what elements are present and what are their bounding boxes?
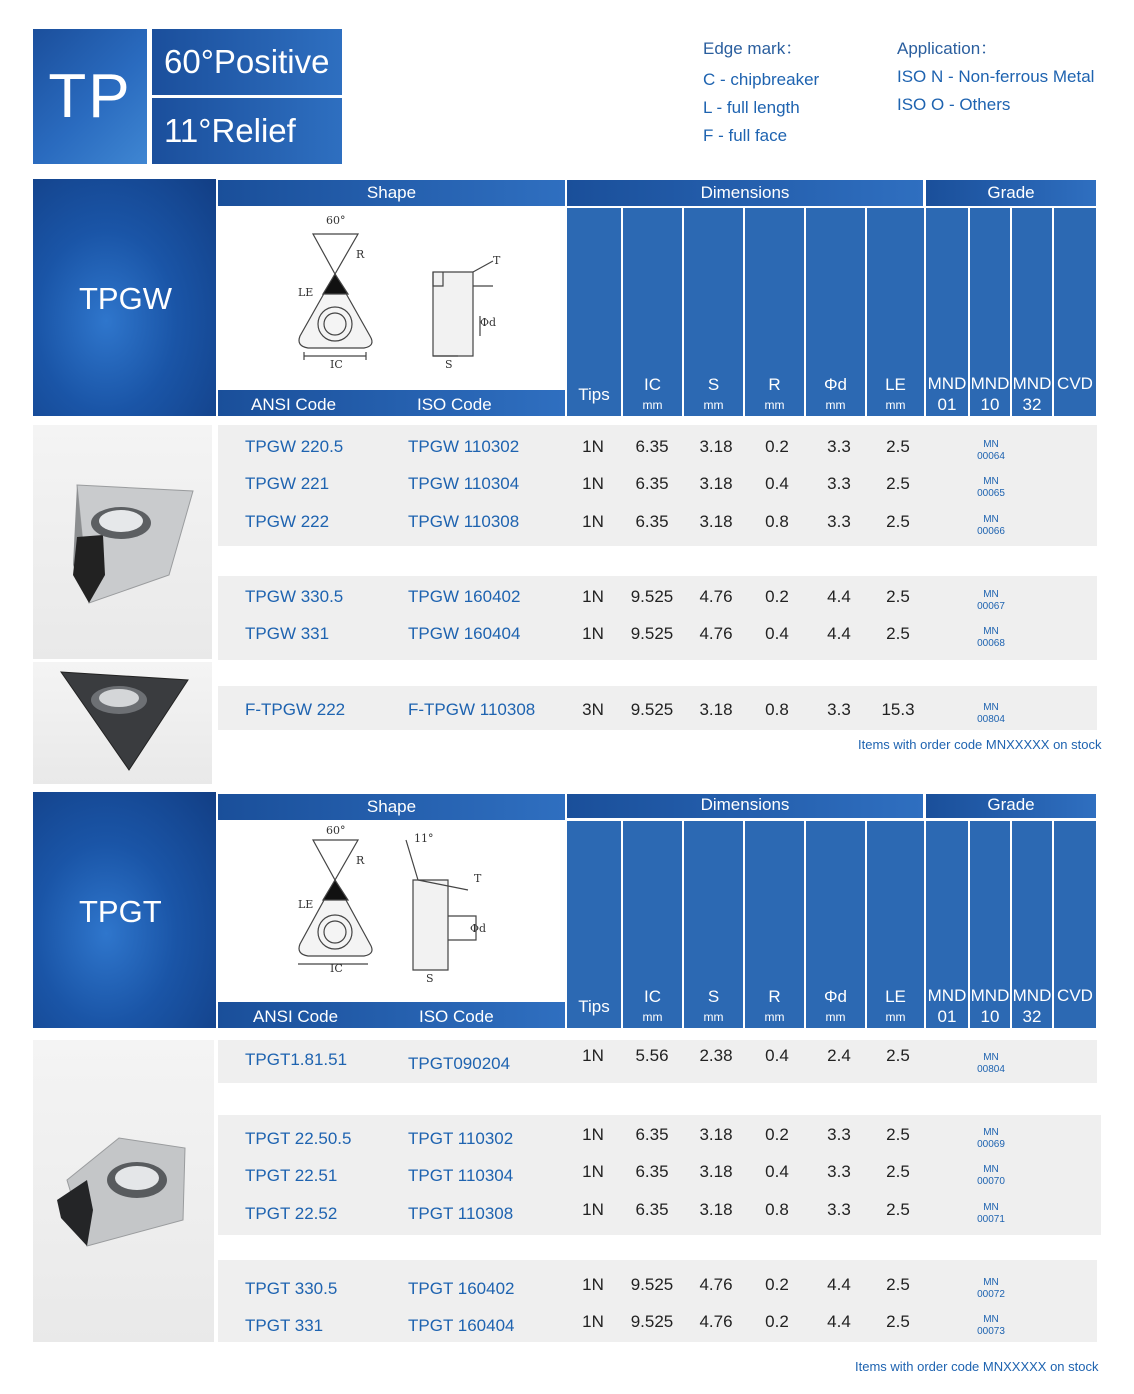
- col-mnd32: MND 32: [1012, 208, 1052, 416]
- dim-ic: 5.56: [635, 1046, 669, 1065]
- dim-r: 0.2: [765, 1312, 789, 1331]
- svg-text:11°: 11°: [414, 832, 434, 845]
- dim-r: 0.2: [765, 587, 789, 606]
- grade-order-code: 00070: [977, 1176, 1005, 1187]
- dim-ic: 9.525: [630, 624, 674, 643]
- col-cvd: CVD: [1054, 821, 1096, 1028]
- col-mnd10: MND 10: [970, 208, 1010, 416]
- grade-prefix: MN: [983, 626, 999, 637]
- dim-ic: 9.525: [630, 1275, 674, 1294]
- dim-le: 2.5: [886, 624, 910, 643]
- dim-le: 2.5: [886, 1046, 910, 1065]
- dim-r: 0.4: [765, 624, 789, 643]
- dim-tips: 1N: [582, 1125, 604, 1144]
- dim-r: 0.2: [765, 437, 789, 456]
- grade-order-code: 00067: [977, 601, 1005, 612]
- edge-mark-title: Edge mark：: [703, 39, 803, 58]
- dim-tips: 1N: [582, 512, 604, 531]
- dim-tips: 1N: [582, 624, 604, 643]
- dim-tips: 1N: [582, 587, 604, 606]
- dim-d: 4.4: [827, 624, 851, 643]
- dimensions-header: Dimensions: [567, 180, 923, 206]
- svg-text:R: R: [356, 854, 365, 867]
- dim-tips: 1N: [582, 1162, 604, 1181]
- col-tips: Tips: [567, 821, 621, 1028]
- angle-label: 60°Positive: [152, 29, 342, 95]
- iso-code: TPGW 110302: [408, 437, 520, 456]
- dim-s: 3.18: [699, 1162, 733, 1181]
- ansi-code: TPGW 221: [245, 474, 330, 493]
- grade-order-code: 00066: [977, 526, 1005, 537]
- grade-header: Grade: [926, 180, 1096, 206]
- dim-r: 0.2: [765, 1125, 789, 1144]
- code-header-bar: [218, 1002, 565, 1028]
- shape-header: Shape: [218, 794, 565, 820]
- dim-s: 3.18: [699, 700, 733, 719]
- dim-ic: IC: [330, 358, 343, 371]
- edge-mark-f: F - full face: [703, 126, 788, 145]
- iso-code: TPGW 110304: [408, 474, 520, 493]
- dim-le: 2.5: [886, 1275, 910, 1294]
- col-tips: Tips: [567, 208, 621, 416]
- dim-ic: 9.525: [630, 700, 674, 719]
- ansi-code: F-TPGW 222: [245, 700, 346, 719]
- application-o: ISO O - Others: [897, 95, 1011, 114]
- dim-r: 0.8: [765, 700, 789, 719]
- grade-prefix: MN: [983, 702, 999, 713]
- dimensions-header: Dimensions: [567, 794, 923, 818]
- iso-code: TPGT090204: [408, 1054, 511, 1073]
- dim-le: 2.5: [886, 1312, 910, 1331]
- dim-ic: 9.525: [630, 1312, 674, 1331]
- relief-label: 11°Relief: [152, 98, 342, 164]
- dim-d: 4.4: [827, 587, 851, 606]
- dim-d: 3.3: [827, 700, 851, 719]
- dim-tips: 3N: [582, 700, 604, 719]
- dim-ic: 6.35: [635, 1125, 669, 1144]
- grade-prefix: MN: [983, 1164, 999, 1175]
- svg-text:LE: LE: [298, 898, 314, 911]
- dim-ic: 6.35: [635, 1200, 669, 1219]
- dim-ic: 6.35: [635, 1162, 669, 1181]
- dim-r: 0.4: [765, 474, 789, 493]
- dim-le: 2.5: [886, 1162, 910, 1181]
- dim-tips: 1N: [582, 1200, 604, 1219]
- grade-prefix: MN: [983, 589, 999, 600]
- ansi-code: TPGT 330.5: [245, 1279, 338, 1298]
- grade-prefix: MN: [983, 439, 999, 450]
- tpgt-technical-drawing: [218, 820, 565, 1002]
- col-ic: IC mm: [623, 821, 682, 1028]
- dim-r: 0.4: [765, 1162, 789, 1181]
- iso-code-header: ISO Code: [417, 395, 492, 414]
- dim-le: 2.5: [886, 587, 910, 606]
- col-d: Φd mm: [806, 821, 865, 1028]
- grade-prefix: MN: [983, 1314, 999, 1325]
- col-d: Φd mm: [806, 208, 865, 416]
- iso-code-header: ISO Code: [419, 1007, 494, 1026]
- ansi-code: TPGT 22.51: [245, 1166, 338, 1185]
- iso-code: TPGT 160404: [408, 1316, 515, 1335]
- dim-tips: 1N: [582, 437, 604, 456]
- ansi-code: TPGW 222: [245, 512, 330, 531]
- col-le: LE mm: [867, 821, 924, 1028]
- edge-mark-l: L - full length: [703, 98, 800, 117]
- dim-ic: 6.35: [635, 437, 669, 456]
- insert-photo-tpgt: [33, 1040, 214, 1342]
- dim-d: 3.3: [827, 1200, 851, 1219]
- dim-r: 0.8: [765, 1200, 789, 1219]
- dim-s: 4.76: [699, 1312, 733, 1331]
- iso-code: TPGW 110308: [408, 512, 520, 531]
- ansi-code: TPGW 220.5: [245, 437, 344, 456]
- dim-d: 4.4: [827, 1275, 851, 1294]
- grade-order-code: 00069: [977, 1139, 1005, 1150]
- dim-le: LE: [298, 286, 314, 299]
- svg-text:Φd: Φd: [470, 922, 487, 935]
- dim-d: Φd: [480, 316, 497, 329]
- shape-drawing-area: [218, 820, 565, 1002]
- section-name: TPGT: [79, 894, 162, 929]
- grade-order-code: 00072: [977, 1289, 1005, 1300]
- series-badge: TP: [33, 29, 147, 164]
- iso-code: TPGT 110308: [408, 1204, 514, 1223]
- dim-le: 15.3: [881, 700, 915, 719]
- grade-prefix: MN: [983, 476, 999, 487]
- code-header-bar: [218, 390, 565, 416]
- shape-header: Shape: [218, 180, 565, 206]
- ansi-code-header: ANSI Code: [251, 395, 337, 414]
- iso-code: F-TPGW 110308: [408, 700, 536, 719]
- col-mnd10: MND 10: [970, 821, 1010, 1028]
- iso-code: TPGW 160404: [408, 624, 521, 643]
- ansi-code-header: ANSI Code: [253, 1007, 339, 1026]
- col-mnd01: MND 01: [926, 821, 968, 1028]
- ansi-code: TPGT1.81.51: [245, 1050, 348, 1069]
- ansi-code: TPGT 22.50.5: [245, 1129, 352, 1148]
- grade-prefix: MN: [983, 514, 999, 525]
- dim-d: 3.3: [827, 1125, 851, 1144]
- dim-s: 3.18: [699, 512, 733, 531]
- dim-d: 3.3: [827, 437, 851, 456]
- iso-code: TPGT 110302: [408, 1129, 514, 1148]
- dim-d: 3.3: [827, 512, 851, 531]
- stock-note-tpgt: Items with order code MNXXXXX on stock: [855, 1359, 1099, 1374]
- ansi-code: TPGW 331: [245, 624, 330, 643]
- ansi-code: TPGT 331: [245, 1316, 324, 1335]
- dim-d: 3.3: [827, 474, 851, 493]
- grade-order-code: 00071: [977, 1214, 1005, 1225]
- grade-order-code: 00804: [977, 714, 1005, 725]
- svg-text:T: T: [474, 872, 482, 885]
- iso-code: TPGT 160402: [408, 1279, 515, 1298]
- dim-le: 2.5: [886, 1125, 910, 1144]
- ansi-code: TPGW 330.5: [245, 587, 344, 606]
- dim-tips: 1N: [582, 1046, 604, 1065]
- dim-le: 2.5: [886, 512, 910, 531]
- insert-photo-tpgw: [33, 425, 212, 659]
- dim-r: 0.8: [765, 512, 789, 531]
- col-cvd: CVD: [1054, 208, 1096, 416]
- dim-d: 3.3: [827, 1162, 851, 1181]
- col-s: S mm: [684, 821, 743, 1028]
- dim-s: S: [445, 358, 453, 371]
- svg-text:S: S: [426, 972, 434, 985]
- dim-d: 2.4: [827, 1046, 851, 1065]
- dim-s: 4.76: [699, 1275, 733, 1294]
- dim-s: 4.76: [699, 587, 733, 606]
- ansi-code: TPGT 22.52: [245, 1204, 338, 1223]
- dim-r: 0.4: [765, 1046, 789, 1065]
- svg-text:IC: IC: [330, 962, 343, 975]
- dim-s: 3.18: [699, 1125, 733, 1144]
- col-s: S mm: [684, 208, 743, 416]
- dim-ic: 9.525: [630, 587, 674, 606]
- svg-text:60°: 60°: [326, 824, 346, 837]
- grade-order-code: 00068: [977, 638, 1005, 649]
- shape-drawing-area: [218, 206, 565, 390]
- grade-prefix: MN: [983, 1127, 999, 1138]
- grade-order-code: 00804: [977, 1064, 1005, 1075]
- dim-le: 2.5: [886, 437, 910, 456]
- col-mnd01: MND 01: [926, 208, 968, 416]
- dim-tips: 1N: [582, 1312, 604, 1331]
- col-le: LE mm: [867, 208, 924, 416]
- iso-code: TPGW 160402: [408, 587, 521, 606]
- grade-prefix: MN: [983, 1052, 999, 1063]
- grade-prefix: MN: [983, 1277, 999, 1288]
- dim-r: 0.2: [765, 1275, 789, 1294]
- dim-s: 3.18: [699, 437, 733, 456]
- dim-s: 3.18: [699, 474, 733, 493]
- dim-s: 2.38: [699, 1046, 733, 1065]
- application-n: ISO N - Non-ferrous Metal: [897, 67, 1095, 86]
- section-name: TPGW: [79, 281, 172, 316]
- col-ic: IC mm: [623, 208, 682, 416]
- dim-ic: 6.35: [635, 474, 669, 493]
- dim-tips: 1N: [582, 1275, 604, 1294]
- dim-s: 4.76: [699, 624, 733, 643]
- section-title-tpgt: [33, 792, 216, 1028]
- tpgw-technical-drawing: [218, 206, 565, 390]
- col-r: R mm: [745, 208, 804, 416]
- dim-angle: 60°: [326, 214, 346, 227]
- stock-note-tpgw: Items with order code MNXXXXX on stock: [858, 737, 1102, 752]
- dim-tips: 1N: [582, 474, 604, 493]
- grade-prefix: MN: [983, 1202, 999, 1213]
- grade-order-code: 00073: [977, 1326, 1005, 1337]
- grade-order-code: 00065: [977, 488, 1005, 499]
- section-title-tpgw: [33, 179, 216, 416]
- dim-le: 2.5: [886, 1200, 910, 1219]
- dim-r: R: [356, 248, 365, 261]
- grade-header: Grade: [926, 794, 1096, 818]
- dim-le: 2.5: [886, 474, 910, 493]
- col-r: R mm: [745, 821, 804, 1028]
- dim-d: 4.4: [827, 1312, 851, 1331]
- col-mnd32: MND 32: [1012, 821, 1052, 1028]
- application-title: Application：: [897, 39, 998, 58]
- dim-s: 3.18: [699, 1200, 733, 1219]
- insert-photo-f-tpgw: [33, 662, 212, 784]
- iso-code: TPGT 110304: [408, 1166, 514, 1185]
- grade-order-code: 00064: [977, 451, 1005, 462]
- edge-mark-c: C - chipbreaker: [703, 70, 820, 89]
- dim-ic: 6.35: [635, 512, 669, 531]
- dim-t: T: [493, 254, 501, 267]
